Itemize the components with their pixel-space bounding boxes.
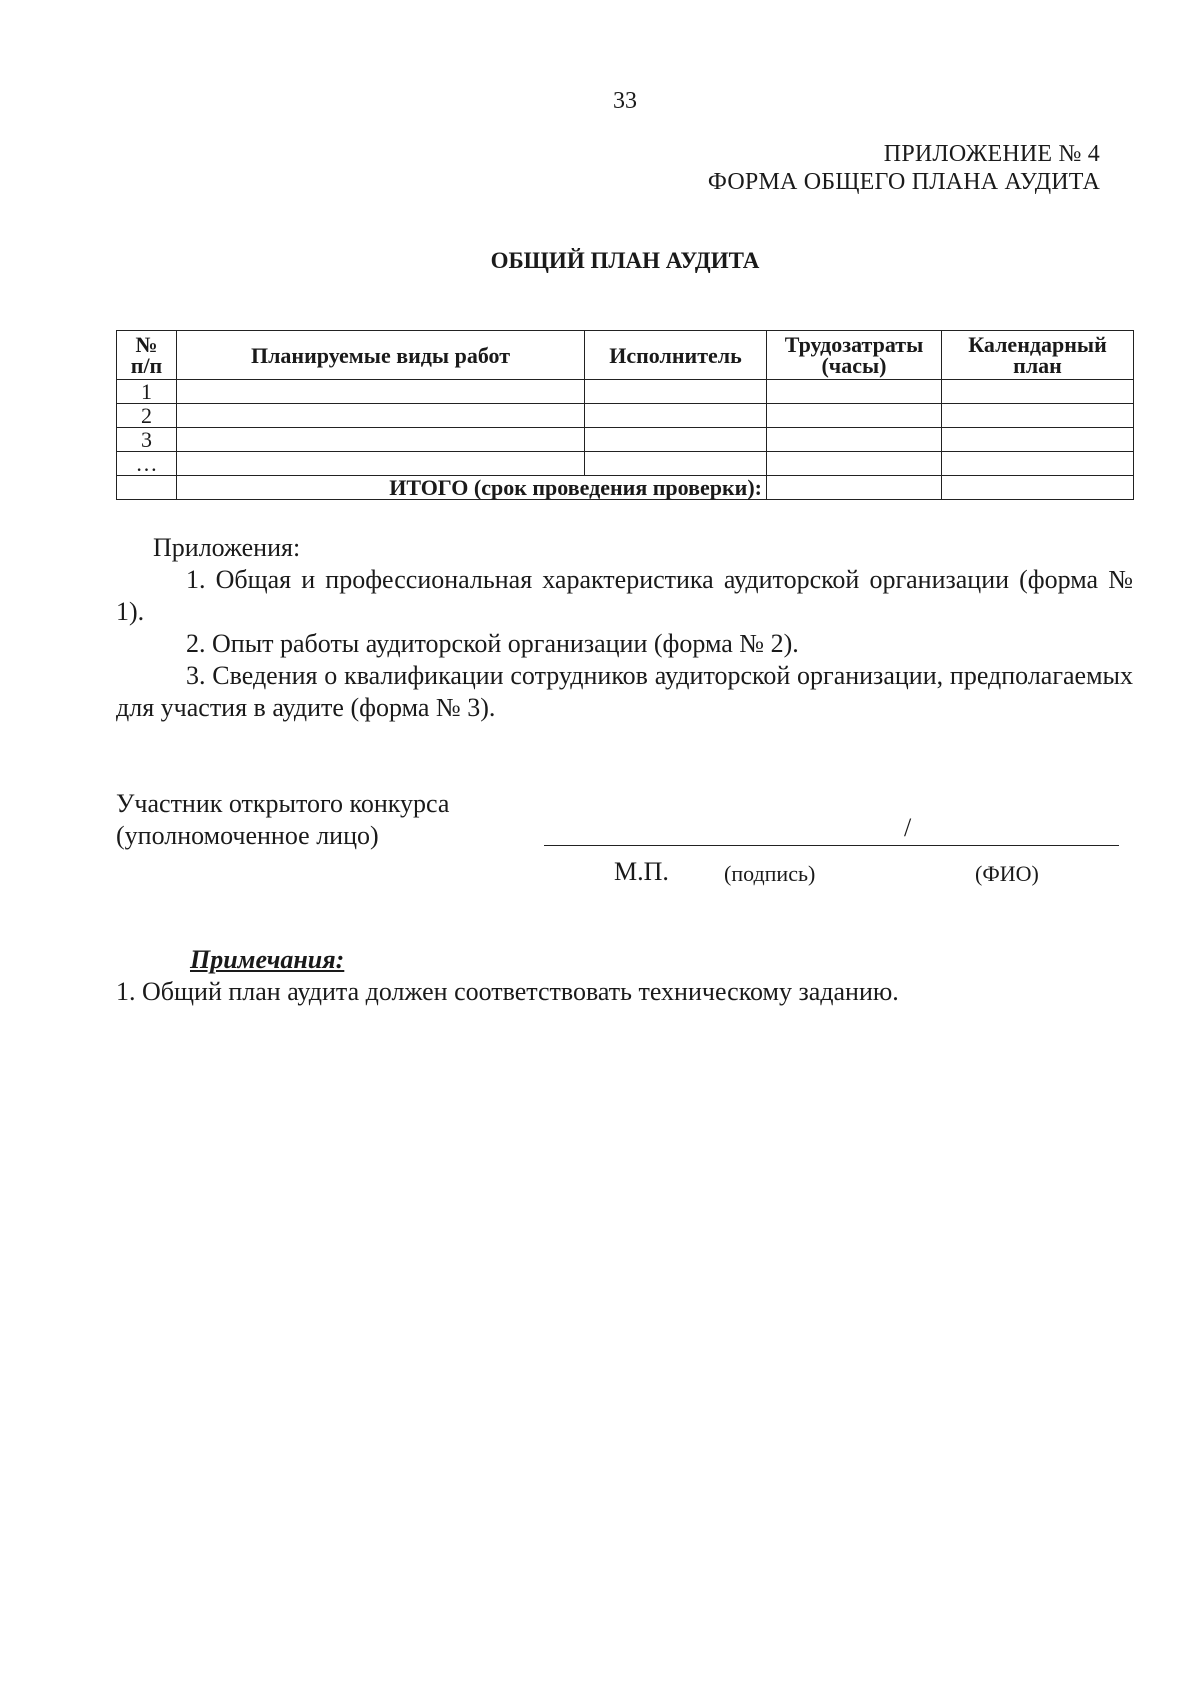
header-calendar: Календарный план: [942, 331, 1134, 380]
note-item-1: 1. Общий план аудита должен соответствовать техническому заданию.: [116, 977, 899, 1006]
cell-calendar[interactable]: [942, 404, 1134, 428]
cell-works[interactable]: [177, 380, 585, 404]
table-header-row: [117, 331, 1134, 380]
total-empty-cell: [117, 476, 177, 500]
cell-executor[interactable]: [585, 380, 767, 404]
signature-line[interactable]: [544, 845, 1119, 846]
row-number: …: [117, 452, 177, 476]
cell-executor[interactable]: [585, 428, 767, 452]
table-row: [117, 404, 1134, 428]
cell-labor[interactable]: [767, 404, 942, 428]
header-labor: Трудозатраты (часы): [767, 331, 942, 380]
cell-works[interactable]: [177, 404, 585, 428]
cell-labor[interactable]: [767, 452, 942, 476]
document-title: ОБЩИЙ ПЛАН АУДИТА: [490, 248, 760, 273]
signature-separator: /: [904, 813, 912, 842]
cell-executor[interactable]: [585, 404, 767, 428]
notes-section: [116, 944, 1133, 1008]
table-total-row: [117, 476, 1134, 500]
cell-calendar[interactable]: [942, 428, 1134, 452]
cell-executor[interactable]: [585, 452, 767, 476]
header-num: № п/п: [117, 331, 177, 380]
attachment-item-3: 3. Сведения о квалификации сотрудников аудиторской организации, предполагаемых для участия в аудите (форма № 3).: [116, 661, 1133, 722]
fio-caption: (ФИО): [975, 861, 1039, 886]
signatory-line-2: (уполномоченное лицо): [116, 821, 379, 850]
appendix-label: ПРИЛОЖЕНИЕ № 4: [883, 141, 1100, 167]
cell-works[interactable]: [177, 428, 585, 452]
notes-title: Примечания:: [190, 945, 345, 974]
total-calendar-cell[interactable]: [942, 476, 1134, 500]
table-row: [117, 380, 1134, 404]
total-labor-cell[interactable]: [767, 476, 942, 500]
row-number: 2: [117, 404, 177, 428]
cell-labor[interactable]: [767, 428, 942, 452]
cell-calendar[interactable]: [942, 380, 1134, 404]
cell-labor[interactable]: [767, 380, 942, 404]
appendix-heading: [708, 140, 1100, 196]
stamp-place: М.П.: [614, 857, 669, 886]
cell-calendar[interactable]: [942, 452, 1134, 476]
attachments-section: [116, 532, 1133, 724]
signature-caption: (подпись): [724, 861, 816, 886]
signatory: [116, 788, 449, 852]
table-row: [117, 428, 1134, 452]
attachment-item-1: 1. Общая и профессиональная характеристика аудиторской организации (форма № 1).: [116, 565, 1133, 626]
page-number: 33: [613, 88, 637, 114]
header-works: Планируемые виды работ: [177, 331, 585, 380]
header-executor: Исполнитель: [585, 331, 767, 380]
cell-works[interactable]: [177, 452, 585, 476]
signatory-line-1: Участник открытого конкурса: [116, 789, 450, 818]
row-number: 1: [117, 380, 177, 404]
attachment-item-2: 2. Опыт работы аудиторской организации (форма № 2).: [186, 629, 799, 658]
signature-block: [116, 788, 1133, 908]
audit-plan-table: [116, 330, 1134, 500]
table-row: [117, 452, 1134, 476]
total-label: ИТОГО (срок проведения проверки):: [177, 476, 767, 500]
appendix-form-name: ФОРМА ОБЩЕГО ПЛАНА АУДИТА: [707, 169, 1100, 195]
row-number: 3: [117, 428, 177, 452]
attachments-heading: Приложения:: [153, 533, 301, 562]
